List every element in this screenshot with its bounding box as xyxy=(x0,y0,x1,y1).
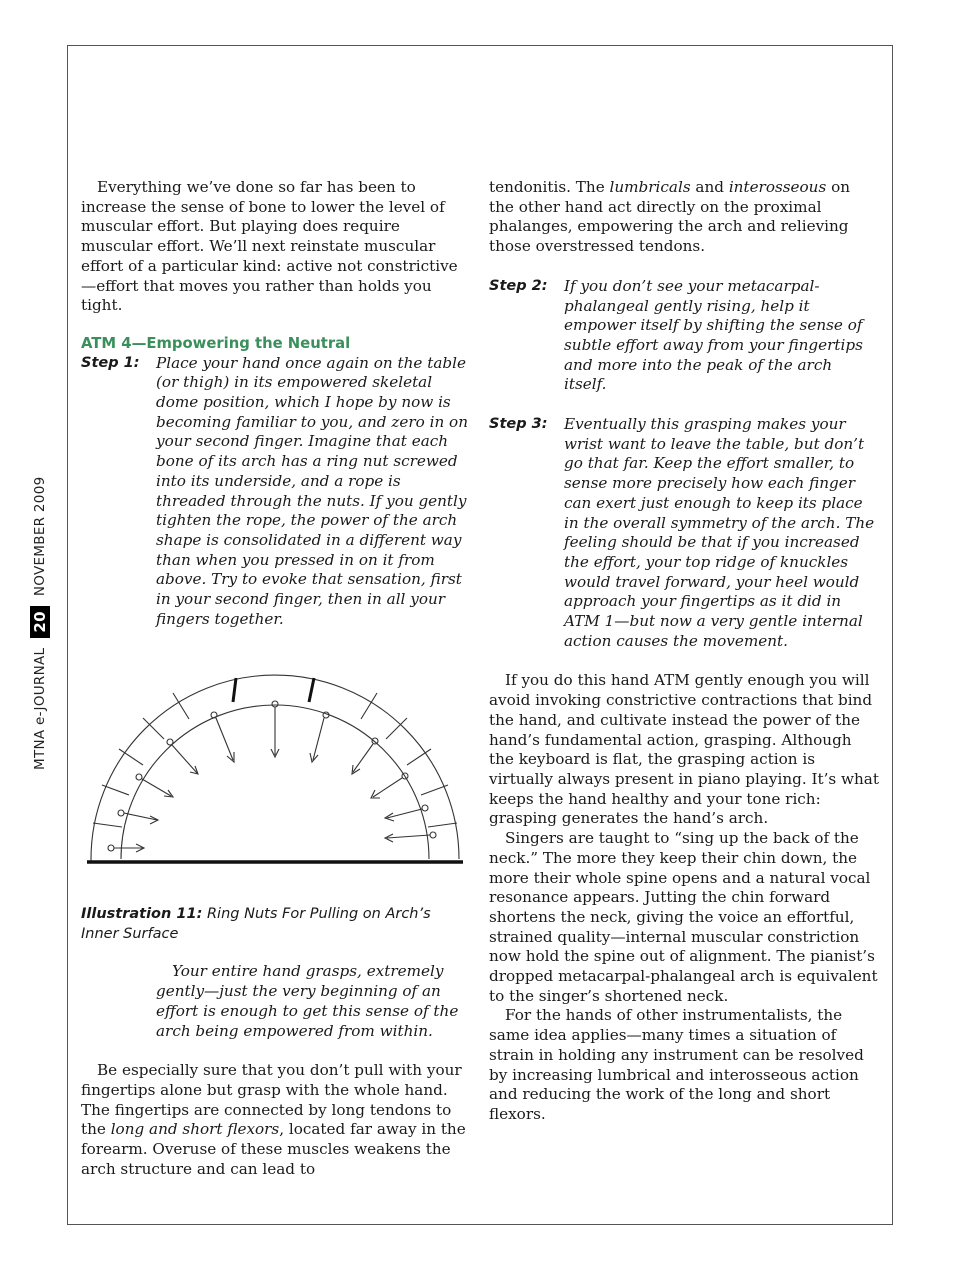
closing-paragraph xyxy=(81,1061,469,1179)
cont-text-c: on the other hand act directly on the proximal phalanges, empowering the arch and relieving those overstressed tendons. xyxy=(489,178,851,256)
cont-text-a: tendonitis. The xyxy=(489,178,610,196)
step-2-label: Step 2: xyxy=(489,277,548,294)
cont-emphasis-2: interosseous xyxy=(728,178,827,196)
left-column xyxy=(81,178,469,1180)
cont-text-b: and xyxy=(690,178,729,196)
section-heading: ATM 4—Empowering the Neutral xyxy=(81,334,351,352)
arch-illustration xyxy=(81,645,469,895)
step-2-text: If you don’t see your metacarpal-phalangeal gently rising, help it empower itself by shifting the sense of subtle effort away from your fingertips and more into the peak of the arch itself. xyxy=(564,276,863,394)
outer-arch xyxy=(91,676,459,860)
body-paragraph-1: If you do this hand ATM gently enough you will avoid invoking constrictive contractions that bind the hand, and cultivate instead the power of the hand’s fundamental action, grasping. Although the keyboard is flat, the grasping action is virtually always present in piano playing. It’s what keeps the hand healthy and your tone rich: grasping generates the hand’s arch. xyxy=(489,671,879,828)
step-3-label: Step 3: xyxy=(489,416,548,433)
ring-nut-arch-diagram xyxy=(81,645,469,895)
closing-text-b: , located far away in the forearm. Overuse of these muscles weakens the arch structure and can lead to xyxy=(81,1120,466,1178)
caption-text: Ring Nuts For Pulling on Arch’s Inner Surface xyxy=(81,906,431,942)
body-paragraph-3: For the hands of other instrumentalists, the same idea applies—many times a situation of strain in holding any instrument can be resolved by increasing lumbrical and interosseous action and reducing the work of the long and short flexors. xyxy=(489,1006,864,1123)
intro-paragraph: Everything we’ve done so far has been to increase the sense of bone to lower the level of muscular effort. But playing does require muscular effort. We’ll next reinstate muscular effort of a particular kind: active not constrictive—effort that moves you rather than holds you tight. xyxy=(81,178,458,315)
right-column xyxy=(489,178,879,1125)
sidebar xyxy=(18,478,64,783)
step-3 xyxy=(489,415,879,651)
issue-date: NOVEMBER 2009 xyxy=(32,476,48,597)
closing-emphasis: long and short flexors xyxy=(110,1120,280,1139)
continuation-paragraph xyxy=(489,178,879,257)
body-paragraph-2: Singers are taught to “sing up the back of the neck.” The more they keep their chin down, the more their whole spine opens and a natural vocal resonance appears. Jutting the chin forward shortens the neck, giving the voice an effortful, strained quality—internal muscular constriction now hold the spine out of alignment. The pianist’s dropped metacarpal-phalangeal arch is equivalent to the singer’s shortened neck. xyxy=(489,829,878,1005)
journal-name: MTNA e-JOURNAL xyxy=(32,647,48,770)
closing-text-a: Be especially sure that you don’t pull with your fingertips alone but grasp with the whole hand. The fingertips are connected by long tendons to the xyxy=(81,1061,462,1139)
cont-emphasis-1: lumbricals xyxy=(609,178,691,196)
illustration-caption xyxy=(81,905,469,944)
step-1 xyxy=(81,354,469,630)
caption-label: Illustration 11: xyxy=(81,906,203,923)
page-number: 20 xyxy=(30,606,50,637)
step-1-text: Place your hand once again on the table (or thigh) in its empowered skeletal dome position, which I hope by now is becoming familiar to you, and zero in on your second finger. Imagine that each bone of its arch has a ring nut screwed into its underside, and a rope is threaded through the nuts. If you gently tighten the rope, the power of the arch shape is consolidated in a different way than when you pressed in on it from above. Try to evoke that sensation, first in your second finger, then in all your fingers together. xyxy=(156,353,468,628)
step-3-text: Eventually this grasping makes your wrist want to leave the table, but don’t go that far. Keep the effort smaller, to sense more precisely how each finger can exert just enough to keep its place in the overall symmetry of the arch. The feeling should be that if you increased the effort, your top ridge of knuckles would travel forward, your heel would approach your fingertips as it did in ATM 1—but now a very gentle internal action causes the movement. xyxy=(564,415,875,650)
step-2 xyxy=(489,277,879,395)
step-1-label: Step 1: xyxy=(81,354,140,371)
pull-quote: Your entire hand grasps, extremely gently—just the very beginning of an effort is enough to get this sense of the arch being empowered from within. xyxy=(156,962,459,1040)
